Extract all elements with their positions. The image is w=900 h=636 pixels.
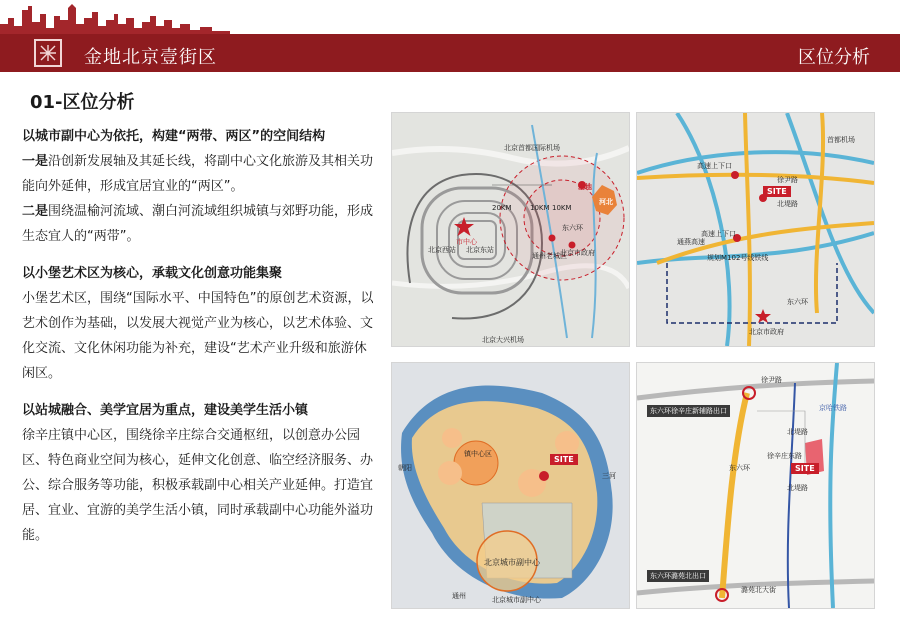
map-label: 徐辛庄东路 [767, 452, 802, 460]
map-label: 通燕高速 [677, 238, 705, 246]
paragraph: 徐辛庄镇中心区，围绕徐辛庄综合交通枢纽，以创意办公园区、特色商业空间为核心，延伸文化创意、临空经济服务、办公、综合服务等功能，积极承载副中心相关产业延伸。打造宜居、宜业、宜游的美学生活小镇，同时承载副中心功能外溢功能。 [22, 428, 374, 543]
map-label: 北堤路 [777, 200, 798, 208]
map-label: 徐尹路 [777, 176, 798, 184]
map-label: 朝阳 [398, 464, 412, 472]
map-label: 北京大兴机场 [482, 336, 524, 344]
map-label: 东六环潞苑北出口 [647, 570, 709, 582]
map-label: 东六环徐辛庄新辅路出口 [647, 405, 730, 417]
map-label: 首都机场 [827, 136, 855, 144]
map-label: 徐尹路 [761, 376, 782, 384]
map-label: 北堤路 [787, 428, 808, 436]
section-heading: 以小堡艺术区为核心，承载文化创意功能集聚 [22, 266, 283, 281]
site-access-map [636, 362, 875, 609]
map-label: 东六环 [562, 224, 583, 232]
planning-map [391, 362, 630, 609]
site-marker: SITE [791, 463, 819, 474]
map-label: 京哈铁路 [819, 404, 847, 412]
map-label: 基地 [578, 183, 592, 191]
site-marker: SITE [550, 454, 578, 465]
map-label: 北京首都国际机场 [504, 144, 560, 152]
brand-logo-icon [34, 39, 62, 67]
map-label: 北京市政府 [560, 249, 595, 257]
map-label: 东六环 [729, 464, 750, 472]
paragraph: 小堡艺术区，围绕“国际水平、中国特色”的原创艺术资源，以艺术创作为基础，以发展大视觉产业为核心，以艺术体验、文化交流、文化休闲功能为补充，建设“艺术产业升级和旅游休闲区。 [22, 291, 374, 381]
section-heading: 以站城融合、美学宜居为重点，建设美学生活小镇 [22, 403, 309, 418]
site-marker: SITE [763, 186, 791, 197]
map-label: 10KM [530, 204, 550, 212]
map-label: 镇中心区 [464, 450, 492, 458]
map-label: 北京西站 [428, 246, 456, 254]
map-label: 10KM [552, 204, 572, 212]
map-label: 河北 [599, 198, 613, 206]
map-label: 高速上下口 [701, 230, 736, 238]
map-label: 北京城市副中心 [492, 596, 541, 604]
map-label: 北京市政府 [749, 328, 784, 336]
traffic-map [636, 112, 875, 347]
map-label: 规划M102号线铁线 [707, 254, 769, 262]
brand-name: 金地北京壹街区 [84, 47, 217, 68]
map-label: 高速上下口 [697, 162, 732, 170]
text-column [22, 124, 374, 548]
map-label: 市中心 [456, 238, 477, 246]
map-label: 东六环 [787, 298, 808, 306]
section-heading: 以城市副中心为依托，构建“两带、两区”的空间结构 [22, 129, 326, 144]
map-label: 通州 [452, 592, 466, 600]
map-label: 北京东站 [466, 246, 494, 254]
page-title: 01-区位分析 [30, 92, 135, 113]
section-tag: 区位分析 [798, 47, 870, 68]
map-label: 北京城市副中心 [484, 558, 540, 567]
skyline-graphic [0, 0, 230, 34]
map-label: 北堤路 [787, 484, 808, 492]
map-label: 通州老城区 [532, 252, 567, 260]
map-label: 潞苑北大街 [741, 586, 776, 594]
map-label: 20KM [492, 204, 512, 212]
regional-location-map [391, 112, 630, 347]
map-label: 三河 [602, 472, 616, 480]
paragraph: 一是沿创新发展轴及其延长线，将副中心文化旅游及其相关功能向外延伸，形成宜居宜业的“两区”。 [22, 154, 374, 194]
paragraph: 二是围绕温榆河流域、潮白河流域组织城镇与郊野功能，形成生态宜人的“两带”。 [22, 204, 374, 244]
